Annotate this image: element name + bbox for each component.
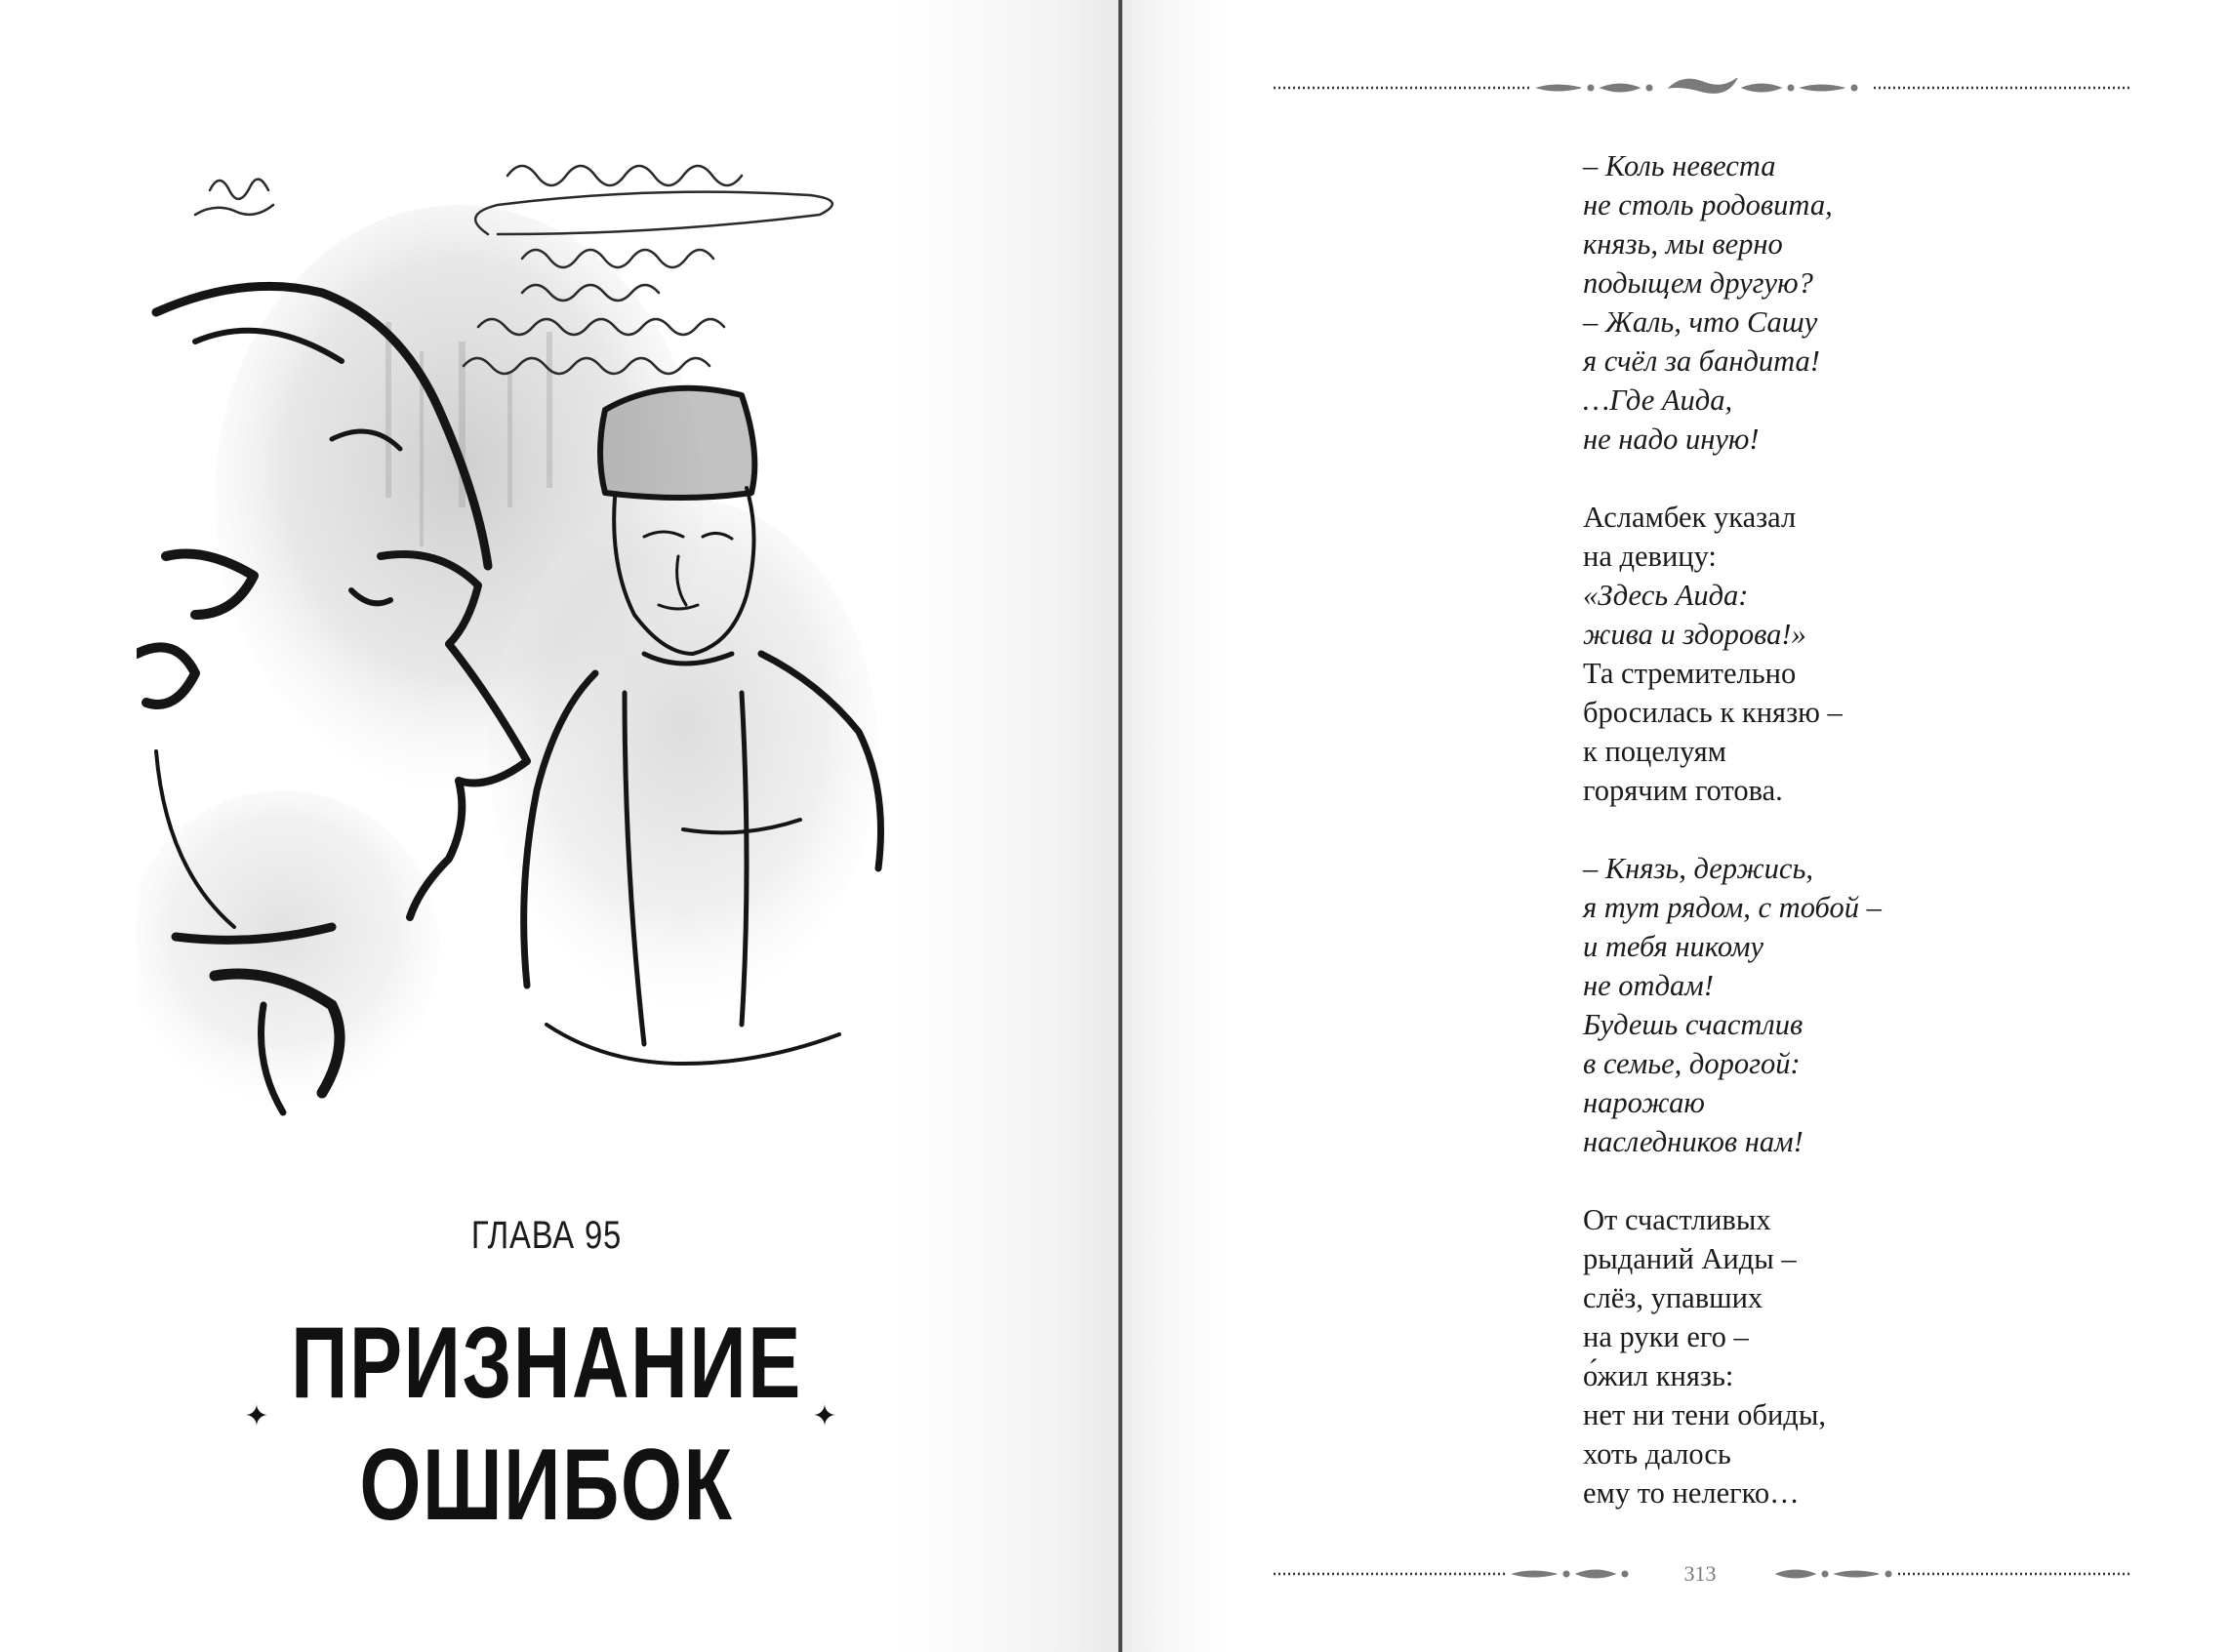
poem-line: на руки его – xyxy=(1583,1320,1749,1353)
poem-line: – Князь, держись, xyxy=(1583,852,1813,885)
star-ornament-icon: ✦ xyxy=(812,1399,837,1433)
poem-line: в семье, дорогой: xyxy=(1583,1047,1801,1080)
poem-line: – Жаль, что Сашу xyxy=(1583,305,1818,339)
poem-line: я тут рядом, с тобой – xyxy=(1583,891,1882,924)
poem-line: жива и здорова!» xyxy=(1583,618,1806,651)
poem-line: горячим готова. xyxy=(1583,774,1783,807)
chapter-title-line-1: ПРИЗНАНИЕ xyxy=(291,1307,802,1420)
poem-line: – Коль невеста xyxy=(1583,149,1776,182)
poem-line: хоть далось xyxy=(1583,1437,1731,1471)
poem-line: рыданий Аиды – xyxy=(1583,1242,1797,1275)
poem-line: я счёл за бандита! xyxy=(1583,344,1820,378)
poem-line: От счастливых xyxy=(1583,1203,1771,1236)
page-number: 313 xyxy=(1683,1561,1717,1586)
star-ornament-icon: ✦ xyxy=(244,1399,269,1433)
poem-text xyxy=(1583,146,2090,1551)
poem-line: ему то нелегко… xyxy=(1583,1476,1800,1510)
poem-line: Асламбек указал xyxy=(1583,501,1797,534)
chapter-illustration xyxy=(137,146,927,1190)
poem-line: на девицу: xyxy=(1583,540,1717,573)
poem-line: нарожаю xyxy=(1583,1086,1705,1119)
poem-line: и тебя никому xyxy=(1583,930,1763,963)
poem-stanza xyxy=(1583,146,2090,459)
poem-line: о́жил князь: xyxy=(1583,1359,1734,1392)
poem-line: не отдам! xyxy=(1583,969,1714,1002)
poem-stanza xyxy=(1583,1200,2090,1512)
poem-stanza xyxy=(1583,849,2090,1161)
poem-line: Будешь счастлив xyxy=(1583,1008,1803,1041)
poem-line: князь, мы верно xyxy=(1583,227,1783,261)
poem-line: подыщем другую? xyxy=(1583,266,1813,300)
poem-line: наследников нам! xyxy=(1583,1125,1803,1158)
poem-stanza xyxy=(1583,498,2090,810)
poem-line: не надо иную! xyxy=(1583,423,1760,456)
poem-line: Та стремительно xyxy=(1583,657,1797,690)
chapter-title-line-2: ОШИБОК xyxy=(359,1429,734,1542)
poem-line: бросилась к князю – xyxy=(1583,696,1843,729)
chapter-label: ГЛАВА 95 xyxy=(470,1214,623,1257)
poem-line: не столь родовита, xyxy=(1583,188,1833,222)
poem-line: слёз, упавших xyxy=(1583,1281,1763,1314)
poem-line: «Здесь Аида: xyxy=(1583,579,1749,612)
poem-line: к поцелуям xyxy=(1583,735,1726,768)
header-ornament-icon xyxy=(1274,73,2132,102)
poem-line: …Где Аида, xyxy=(1583,383,1733,417)
poem-line: нет ни тени обиды, xyxy=(1583,1398,1826,1431)
